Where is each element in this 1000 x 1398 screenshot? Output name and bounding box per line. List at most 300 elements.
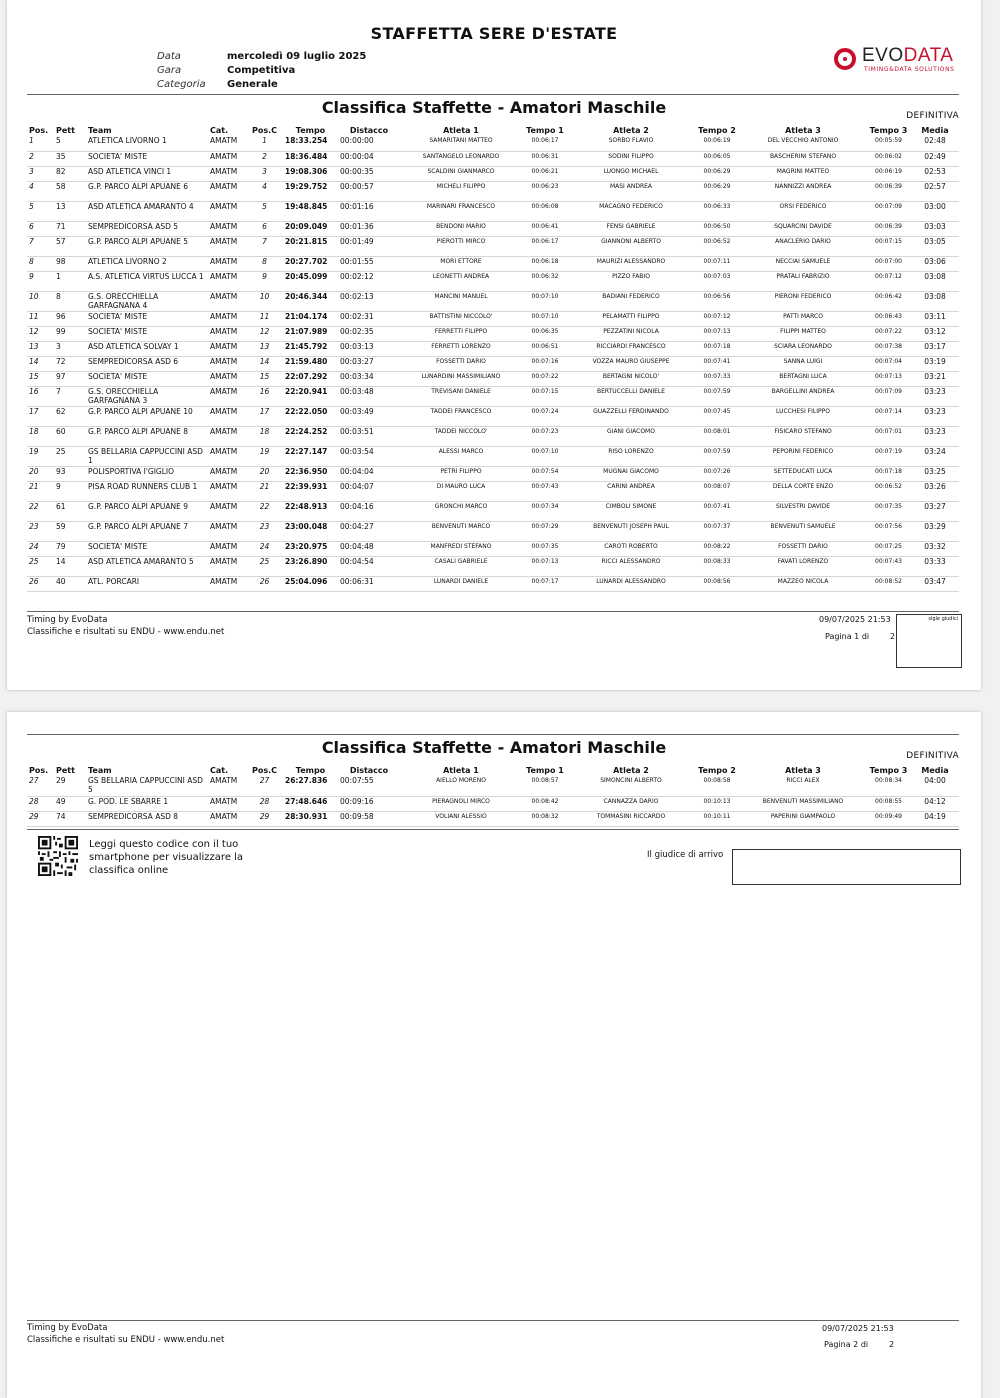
cell-atleta-3: NECCIAI SAMUELE — [740, 256, 866, 271]
cell-pos: 24 — [27, 541, 54, 556]
column-header-media: Media — [921, 766, 949, 775]
evodata-logo-icon — [834, 48, 856, 70]
cell-distacco: 00:01:16 — [338, 201, 400, 221]
table-row — [27, 776, 959, 796]
cell-team: G.P. PARCO ALPI APUANE 7 — [86, 521, 208, 541]
cell-cat: AMATM — [208, 181, 246, 201]
cell-tempo-1: 00:07:10 — [522, 446, 568, 466]
footer-page-label: Pagina 1 di — [825, 632, 870, 641]
cell-posc: 27 — [246, 776, 283, 796]
cell-tempo-1: 00:07:24 — [522, 406, 568, 426]
cell-pos: 9 — [27, 271, 54, 291]
column-header-pos: Pos. — [29, 766, 49, 775]
meta-value-gara: Competitiva — [227, 65, 296, 76]
cell-tempo-1: 00:07:13 — [522, 556, 568, 576]
cell-cat: AMATM — [208, 386, 246, 406]
cell-tempo: 21:04.174 — [283, 311, 338, 326]
cell-tempo-3: 00:07:38 — [866, 341, 911, 356]
cell-atleta-3: MAGRINI MATTEO — [740, 166, 866, 181]
qr-code-icon[interactable] — [38, 836, 78, 876]
column-header-tempo-1: Tempo 1 — [526, 766, 564, 775]
cell-atleta-2: GIANI GIACOMO — [568, 426, 694, 446]
cell-tempo-1: 00:07:16 — [522, 356, 568, 371]
table-row — [27, 256, 959, 271]
cell-pett: 13 — [54, 201, 86, 221]
cell-media: 04:12 — [911, 796, 959, 811]
cell-tempo-2: 00:07:26 — [694, 466, 740, 481]
cell-tempo: 22:48.913 — [283, 501, 338, 521]
cell-atleta-2: LUNARDI ALESSANDRO — [568, 576, 694, 591]
cell-atleta-3: RICCI ALEX — [740, 776, 866, 796]
cell-tempo-2: 00:07:18 — [694, 341, 740, 356]
cell-team: A.S. ATLETICA VIRTUS LUCCA 1 — [86, 271, 208, 291]
cell-atleta-1: MORI ETTORE — [400, 256, 522, 271]
cell-tempo-2: 00:08:22 — [694, 541, 740, 556]
cell-media: 03:47 — [911, 576, 959, 591]
cell-tempo-1: 00:08:57 — [522, 776, 568, 796]
cell-team: SOCIETA' MISTE — [86, 311, 208, 326]
cell-atleta-1: GRONCHI MARCO — [400, 501, 522, 521]
cell-tempo-2: 00:08:01 — [694, 426, 740, 446]
cell-media: 03:17 — [911, 341, 959, 356]
cell-atleta-1: FERRETTI LORENZO — [400, 341, 522, 356]
cell-atleta-1: SCALDINI GIANMARCO — [400, 166, 522, 181]
cell-pett: 99 — [54, 326, 86, 341]
cell-distacco: 00:02:35 — [338, 326, 400, 341]
column-header-distacco: Distacco — [349, 126, 389, 135]
footer-total-pages: 2 — [890, 632, 896, 641]
meta-label-categoria: Categoria — [157, 79, 206, 90]
cell-atleta-1: BENVENUTI MARCO — [400, 521, 522, 541]
results-table — [27, 765, 959, 827]
cell-atleta-1: FOSSETTI DARIO — [400, 356, 522, 371]
cell-tempo-2: 00:07:45 — [694, 406, 740, 426]
cell-posc: 29 — [246, 811, 283, 826]
column-header-posc: Pos.C — [251, 126, 278, 135]
table-row — [27, 446, 959, 466]
divider — [27, 611, 959, 612]
cell-atleta-1: PETRI FILIPPO — [400, 466, 522, 481]
cell-tempo-1: 00:06:18 — [522, 256, 568, 271]
cell-media: 03:23 — [911, 386, 959, 406]
cell-tempo-2: 00:07:41 — [694, 501, 740, 521]
cell-tempo-3: 00:07:56 — [866, 521, 911, 541]
cell-tempo: 23:20.975 — [283, 541, 338, 556]
cell-atleta-1: MARINARI FRANCESCO — [400, 201, 522, 221]
cell-pett: 97 — [54, 371, 86, 386]
cell-posc: 20 — [246, 466, 283, 481]
cell-tempo-1: 00:06:35 — [522, 326, 568, 341]
cell-media: 04:19 — [911, 811, 959, 826]
cell-pos: 22 — [27, 501, 54, 521]
footer-timing: Timing by EvoData — [27, 1323, 108, 1333]
cell-distacco: 00:00:00 — [338, 136, 400, 151]
cell-pos: 6 — [27, 221, 54, 236]
cell-atleta-3: SCIARA LEONARDO — [740, 341, 866, 356]
table-body — [27, 776, 959, 826]
cell-pos: 14 — [27, 356, 54, 371]
cell-posc: 16 — [246, 386, 283, 406]
table-row — [27, 796, 959, 811]
cell-tempo-1: 00:06:17 — [522, 136, 568, 151]
cell-team: G.P. PARCO ALPI APUANE 9 — [86, 501, 208, 521]
cell-pos: 21 — [27, 481, 54, 501]
cell-pett: 61 — [54, 501, 86, 521]
cell-atleta-1: BENDONI MARIO — [400, 221, 522, 236]
cell-team: ASD ATLETICA AMARANTO 4 — [86, 201, 208, 221]
cell-atleta-1: PIEROTTI MIRCO — [400, 236, 522, 256]
table-row — [27, 221, 959, 236]
cell-media: 03:24 — [911, 446, 959, 466]
divider — [27, 829, 959, 830]
cell-atleta-3: SILVESTRI DAVIDE — [740, 501, 866, 521]
cell-pos: 25 — [27, 556, 54, 576]
table-row — [27, 541, 959, 556]
meta-value-data: mercoledì 09 luglio 2025 — [227, 51, 367, 62]
column-header-cat: Cat. — [210, 126, 229, 135]
cell-posc: 13 — [246, 341, 283, 356]
cell-pett: 96 — [54, 311, 86, 326]
cell-atleta-1: BATTISTINI NICCOLO' — [400, 311, 522, 326]
cell-team: G.P. PARCO ALPI APUANE 8 — [86, 426, 208, 446]
arrival-judge-label: Il giudice di arrivo — [647, 850, 724, 860]
cell-pos: 2 — [27, 151, 54, 166]
cell-atleta-2: BADIANI FEDERICO — [568, 291, 694, 311]
cell-pos: 19 — [27, 446, 54, 466]
cell-atleta-1: TREVISANI DANIELE — [400, 386, 522, 406]
cell-pett: 60 — [54, 426, 86, 446]
cell-pett: 49 — [54, 796, 86, 811]
cell-team: SOCIETA' MISTE — [86, 371, 208, 386]
cell-tempo-2: 00:06:29 — [694, 166, 740, 181]
table-body — [27, 136, 959, 591]
cell-atleta-2: GIANNONI ALBERTO — [568, 236, 694, 256]
cell-pos: 26 — [27, 576, 54, 591]
cell-team: GS BELLARIA CAPPUCCINI ASD 5 — [86, 776, 208, 796]
cell-distacco: 00:01:36 — [338, 221, 400, 236]
cell-atleta-2: RICCIARDI FRANCESCO — [568, 341, 694, 356]
cell-atleta-3: FISICARO STEFANO — [740, 426, 866, 446]
cell-distacco: 00:03:54 — [338, 446, 400, 466]
column-header-atleta-2: Atleta 2 — [613, 126, 649, 135]
cell-tempo: 19:29.752 — [283, 181, 338, 201]
cell-pett: 14 — [54, 556, 86, 576]
cell-tempo-3: 00:07:15 — [866, 236, 911, 256]
cell-atleta-3: DEL VECCHIO ANTONIO — [740, 136, 866, 151]
cell-atleta-1: ALESSI MARCO — [400, 446, 522, 466]
cell-distacco: 00:02:12 — [338, 271, 400, 291]
cell-distacco: 00:03:49 — [338, 406, 400, 426]
cell-atleta-2: LUONGO MICHAEL — [568, 166, 694, 181]
cell-distacco: 00:09:16 — [338, 796, 400, 811]
table-row — [27, 406, 959, 426]
footer-datetime: 09/07/2025 21:53 — [822, 1324, 894, 1333]
cell-team: SEMPREDICORSA ASD 5 — [86, 221, 208, 236]
cell-tempo-3: 00:07:13 — [866, 371, 911, 386]
cell-tempo-2: 00:06:29 — [694, 181, 740, 201]
cell-cat: AMATM — [208, 796, 246, 811]
cell-tempo: 27:48.646 — [283, 796, 338, 811]
cell-atleta-1: SAMARITANI MATTEO — [400, 136, 522, 151]
cell-atleta-1: LEONETTI ANDREA — [400, 271, 522, 291]
cell-cat: AMATM — [208, 426, 246, 446]
table-row — [27, 311, 959, 326]
cell-tempo: 22:27.147 — [283, 446, 338, 466]
cell-team: G.P. PARCO ALPI APUANE 10 — [86, 406, 208, 426]
cell-atleta-2: CIMBOLI SIMONE — [568, 501, 694, 521]
cell-media: 03:03 — [911, 221, 959, 236]
cell-team: SEMPREDICORSA ASD 8 — [86, 811, 208, 826]
cell-atleta-1: VOLIANI ALESSIO — [400, 811, 522, 826]
logo-brand — [862, 45, 953, 67]
footer-endu: Classifiche e risultati su ENDU - www.endu.net — [27, 627, 225, 637]
cell-cat: AMATM — [208, 371, 246, 386]
cell-atleta-1: MICHELI FILIPPO — [400, 181, 522, 201]
cell-pett: 9 — [54, 481, 86, 501]
table-row — [27, 576, 959, 591]
cell-posc: 7 — [246, 236, 283, 256]
cell-tempo: 28:30.931 — [283, 811, 338, 826]
column-header-tempo: Tempo — [295, 126, 326, 135]
cell-team: ASD ATLETICA AMARANTO 5 — [86, 556, 208, 576]
cell-cat: AMATM — [208, 576, 246, 591]
cell-tempo-1: 00:06:32 — [522, 271, 568, 291]
cell-pos: 8 — [27, 256, 54, 271]
cell-pos: 29 — [27, 811, 54, 826]
cell-team: ATL. PORCARI — [86, 576, 208, 591]
status-label: DEFINITIVA — [906, 751, 959, 761]
cell-pett: 82 — [54, 166, 86, 181]
cell-distacco: 00:03:48 — [338, 386, 400, 406]
cell-atleta-1: TADDEI FRANCESCO — [400, 406, 522, 426]
results-page-2 — [7, 712, 981, 1398]
table-row — [27, 426, 959, 446]
cell-posc: 1 — [246, 136, 283, 151]
cell-cat: AMATM — [208, 481, 246, 501]
cell-atleta-3: ORSI FEDERICO — [740, 201, 866, 221]
cell-cat: AMATM — [208, 166, 246, 181]
cell-team: ATLETICA LIVORNO 1 — [86, 136, 208, 151]
cell-team: G. POD. LE SBARRE 1 — [86, 796, 208, 811]
cell-pos: 5 — [27, 201, 54, 221]
cell-distacco: 00:00:35 — [338, 166, 400, 181]
table-row — [27, 811, 959, 826]
cell-media: 03:21 — [911, 371, 959, 386]
cell-pett: 7 — [54, 386, 86, 406]
cell-distacco: 00:04:16 — [338, 501, 400, 521]
logo-tagline: TIMING&DATA SOLUTIONS — [864, 66, 955, 73]
results-table — [27, 125, 959, 592]
footer-left — [27, 614, 224, 638]
cell-posc: 4 — [246, 181, 283, 201]
cell-distacco: 00:04:04 — [338, 466, 400, 481]
cell-tempo: 22:39.931 — [283, 481, 338, 501]
cell-tempo-3: 00:08:52 — [866, 576, 911, 591]
cell-atleta-3: BENVENUTI SAMUELE — [740, 521, 866, 541]
cell-atleta-3: SQUARCINI DAVIDE — [740, 221, 866, 236]
table-row — [27, 166, 959, 181]
cell-cat: AMATM — [208, 406, 246, 426]
cell-atleta-2: TOMMASINI RICCARDO — [568, 811, 694, 826]
cell-media: 03:25 — [911, 466, 959, 481]
cell-tempo-1: 00:06:31 — [522, 151, 568, 166]
cell-tempo-1: 00:07:35 — [522, 541, 568, 556]
cell-media: 03:11 — [911, 311, 959, 326]
cell-tempo: 19:48.845 — [283, 201, 338, 221]
column-header-pett: Pett — [56, 126, 75, 135]
cell-tempo: 23:26.890 — [283, 556, 338, 576]
cell-pos: 3 — [27, 166, 54, 181]
table-row — [27, 326, 959, 341]
cell-tempo-1: 00:06:17 — [522, 236, 568, 256]
table-row — [27, 236, 959, 256]
cell-tempo: 21:45.792 — [283, 341, 338, 356]
cell-tempo-3: 00:07:25 — [866, 541, 911, 556]
table-row — [27, 521, 959, 541]
cell-distacco: 00:00:04 — [338, 151, 400, 166]
cell-cat: AMATM — [208, 256, 246, 271]
cell-atleta-3: FOSSETTI DARIO — [740, 541, 866, 556]
column-header-atleta-3: Atleta 3 — [785, 766, 821, 775]
cell-atleta-1: PIERAGNOLI MIRCO — [400, 796, 522, 811]
table-row — [27, 466, 959, 481]
cell-tempo: 20:27.702 — [283, 256, 338, 271]
footer-left — [27, 1322, 224, 1346]
cell-pos: 28 — [27, 796, 54, 811]
cell-pett: 62 — [54, 406, 86, 426]
cell-team: G.P. PARCO ALPI APUANE 5 — [86, 236, 208, 256]
cell-team: G.S. ORECCHIELLA GARFAGNANA 3 — [86, 386, 208, 406]
footer-timing: Timing by EvoData — [27, 615, 108, 625]
column-header-atleta-1: Atleta 1 — [443, 126, 479, 135]
table-row — [27, 481, 959, 501]
divider — [27, 734, 959, 735]
cell-tempo-3: 00:07:35 — [866, 501, 911, 521]
cell-pett: 40 — [54, 576, 86, 591]
cell-tempo-2: 00:06:19 — [694, 136, 740, 151]
logo-brand-accent: DATA — [903, 45, 954, 66]
cell-distacco: 00:01:49 — [338, 236, 400, 256]
meta-value-categoria: Generale — [227, 79, 278, 90]
cell-cat: AMATM — [208, 446, 246, 466]
cell-tempo-3: 00:08:55 — [866, 796, 911, 811]
column-header-posc: Pos.C — [251, 766, 278, 775]
cell-distacco: 00:03:51 — [338, 426, 400, 446]
cell-tempo-2: 00:10:13 — [694, 796, 740, 811]
cell-distacco: 00:00:57 — [338, 181, 400, 201]
cell-cat: AMATM — [208, 236, 246, 256]
cell-team: PISA ROAD RUNNERS CLUB 1 — [86, 481, 208, 501]
table-row — [27, 271, 959, 291]
cell-atleta-3: NANNIZZI ANDREA — [740, 181, 866, 201]
cell-cat: AMATM — [208, 201, 246, 221]
cell-posc: 21 — [246, 481, 283, 501]
cell-atleta-3: LUCCHESI FILIPPO — [740, 406, 866, 426]
cell-atleta-2: RISO LORENZO — [568, 446, 694, 466]
cell-pos: 13 — [27, 341, 54, 356]
cell-tempo-1: 00:08:42 — [522, 796, 568, 811]
table-header-row — [27, 765, 959, 776]
cell-media: 04:00 — [911, 776, 959, 796]
cell-tempo-2: 00:07:59 — [694, 386, 740, 406]
cell-tempo-1: 00:06:08 — [522, 201, 568, 221]
cell-distacco: 00:04:48 — [338, 541, 400, 556]
table-row — [27, 556, 959, 576]
cell-media: 03:27 — [911, 501, 959, 521]
evodata-logo — [834, 46, 964, 76]
cell-tempo-3: 00:06:39 — [866, 221, 911, 236]
cell-posc: 8 — [246, 256, 283, 271]
cell-tempo-2: 00:07:12 — [694, 311, 740, 326]
cell-pett: 79 — [54, 541, 86, 556]
cell-tempo-1: 00:07:15 — [522, 386, 568, 406]
cell-tempo-3: 00:08:34 — [866, 776, 911, 796]
cell-posc: 2 — [246, 151, 283, 166]
cell-media: 03:00 — [911, 201, 959, 221]
cell-media: 02:53 — [911, 166, 959, 181]
cell-tempo-2: 00:08:07 — [694, 481, 740, 501]
cell-pos: 17 — [27, 406, 54, 426]
cell-pos: 23 — [27, 521, 54, 541]
cell-distacco: 00:03:27 — [338, 356, 400, 371]
cell-media: 03:26 — [911, 481, 959, 501]
cell-pos: 1 — [27, 136, 54, 151]
cell-distacco: 00:09:58 — [338, 811, 400, 826]
cell-pos: 27 — [27, 776, 54, 796]
table-row — [27, 386, 959, 406]
cell-team: SEMPREDICORSA ASD 6 — [86, 356, 208, 371]
cell-atleta-2: CAROTI ROBERTO — [568, 541, 694, 556]
cell-tempo-1: 00:06:51 — [522, 341, 568, 356]
divider — [27, 94, 959, 95]
cell-team: SOCIETA' MISTE — [86, 541, 208, 556]
cell-pett: 35 — [54, 151, 86, 166]
cell-tempo-3: 00:06:02 — [866, 151, 911, 166]
table-row — [27, 181, 959, 201]
cell-cat: AMATM — [208, 326, 246, 341]
cell-posc: 10 — [246, 291, 283, 311]
cell-media: 02:57 — [911, 181, 959, 201]
cell-atleta-1: LUNARDI DANIELE — [400, 576, 522, 591]
cell-cat: AMATM — [208, 311, 246, 326]
meta-label-data: Data — [157, 51, 181, 62]
cell-tempo: 25:04.096 — [283, 576, 338, 591]
cell-atleta-3: ANACLERIO DARIO — [740, 236, 866, 256]
results-page-1 — [7, 0, 981, 690]
cell-atleta-2: SORBO FLAVIO — [568, 136, 694, 151]
cell-tempo: 23:00.048 — [283, 521, 338, 541]
event-meta — [157, 50, 366, 92]
cell-tempo-3: 00:07:09 — [866, 201, 911, 221]
cell-pos: 18 — [27, 426, 54, 446]
cell-atleta-2: BENVENUTI JOSEPH PAUL — [568, 521, 694, 541]
logo-brand-main: EVO — [862, 45, 904, 66]
cell-tempo-2: 00:06:33 — [694, 201, 740, 221]
column-header-team: Team — [88, 766, 112, 775]
cell-tempo-1: 00:07:22 — [522, 371, 568, 386]
cell-tempo-3: 00:07:04 — [866, 356, 911, 371]
cell-tempo-3: 00:07:43 — [866, 556, 911, 576]
cell-media: 03:12 — [911, 326, 959, 341]
status-label: DEFINITIVA — [906, 111, 959, 121]
cell-atleta-2: CARINI ANDREA — [568, 481, 694, 501]
cell-team: GS BELLARIA CAPPUCCINI ASD 1 — [86, 446, 208, 466]
cell-team: SOCIETA' MISTE — [86, 151, 208, 166]
cell-tempo: 22:36.950 — [283, 466, 338, 481]
cell-pett: 57 — [54, 236, 86, 256]
cell-pos: 10 — [27, 291, 54, 311]
arrival-judge-box — [732, 849, 961, 885]
